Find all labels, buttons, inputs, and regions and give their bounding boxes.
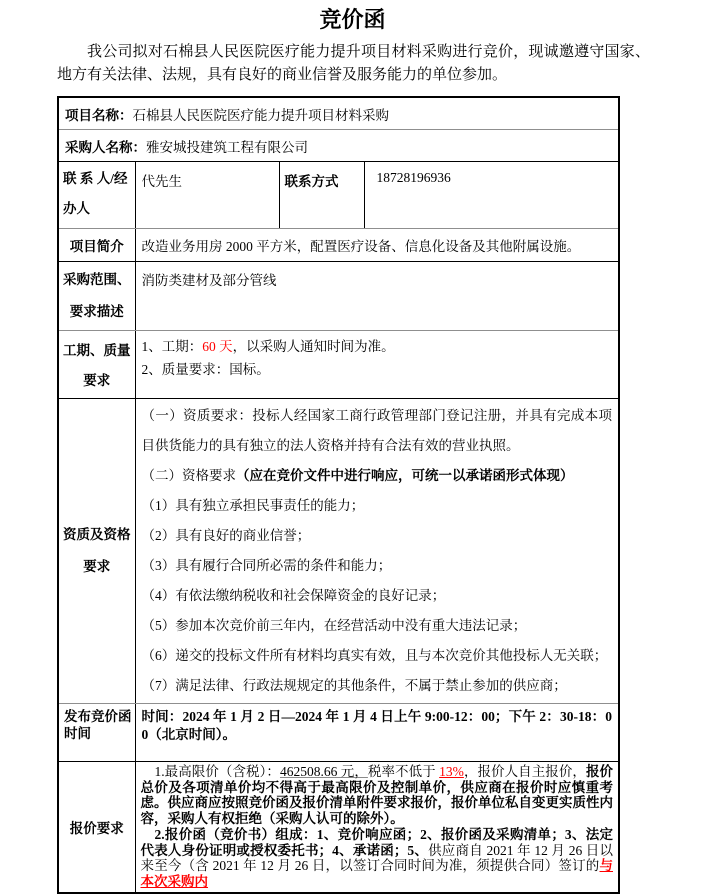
contact-phone-value: 18728196936	[364, 162, 619, 229]
duration-days-red: 60 天	[202, 339, 233, 354]
row-project-name	[58, 97, 619, 130]
qualification-item: （3）具有履行合同所必需的条件和能力；	[141, 558, 392, 573]
project-summary-label: 项目简介	[58, 229, 135, 262]
bid-info-table	[57, 96, 620, 894]
quote-requirements-value	[135, 762, 619, 893]
quote-tax-text: 税率不低于	[367, 764, 440, 779]
purchase-scope-value: 消防类建材及部分管线	[135, 262, 619, 331]
qualification-label: 资质及资格要求	[58, 399, 135, 704]
buyer-name-value: 雅安城投建筑工程有限公司	[146, 139, 308, 155]
row-project-summary	[58, 229, 619, 262]
qualification-item: （1）具有独立承担民事责任的能力；	[141, 498, 365, 513]
qualification-item: （7）满足法律、行政法规规定的其他条件，不属于禁止参加的供应商；	[141, 678, 567, 693]
quote-tax-rate-red: 13%	[439, 764, 464, 779]
duration-prefix: 1、工期：	[141, 339, 203, 354]
row-buyer-name	[58, 130, 619, 162]
qualification-p2	[142, 461, 613, 491]
buyer-name-cell	[58, 130, 619, 162]
row-schedule-quality	[58, 331, 619, 399]
duration-suffix: ，以采购人通知时间为准。	[232, 339, 395, 354]
quote-p1-bold-warning: 报价总价及各项清单价均不得高于最高限价及控制单价，供应商在报价时应慎重考虑。供应商应按照竞价函及报价清单附件要求报价，报价单位私自变更实质性内容，采购人有权拒绝（采购人认可的除外）。	[140, 764, 614, 827]
quote-max-price-underlined: 462508.66 元，	[279, 764, 368, 779]
contact-name-value: 代先生	[135, 162, 279, 229]
project-name-cell	[58, 97, 619, 130]
buyer-name-label: 采购人名称：	[65, 139, 146, 155]
qualification-value	[135, 399, 619, 704]
contact-label: 联 系 人/经办人	[58, 162, 135, 229]
qualification-item: （4）有依法缴纳税收和社会保障资金的良好记录；	[141, 588, 446, 603]
row-quote-requirements	[58, 762, 619, 893]
qualification-item: （5）参加本次竞价前三年内，在经营活动中没有重大违法记录；	[141, 618, 527, 633]
quote-p2-contract-text: 供应商自 2021 年 12 月 26 日以来至今（含 2021 年 12 月 26 日，以签订合同时间为准，须提供合同）签订的	[140, 842, 614, 874]
row-publish-time	[58, 704, 619, 762]
schedule-item-quality: 2、质量要求：国标。	[141, 362, 270, 377]
qualification-item: （6）递交的投标文件所有材料均真实有效，且与本次竞价其他投标人无关联；	[141, 648, 608, 663]
schedule-item-duration	[142, 335, 613, 358]
row-contact	[58, 162, 619, 229]
qualification-item: （2）具有良好的商业信誉；	[141, 528, 311, 543]
purchase-scope-label: 采购范围、要求描述	[58, 262, 135, 331]
quote-p2-bold-composition: 2.报价函（竞价书）组成：1、竞价响应函；2、报价函及采购清单；3、法定代表人身份证明或授权委托书；4、承诺函；5、	[140, 826, 613, 858]
page-title: 竞价函	[319, 7, 386, 32]
project-name-label: 项目名称：	[65, 107, 133, 123]
project-name-value: 石棉县人民医院医疗能力提升项目材料采购	[132, 107, 389, 123]
intro-paragraph: 我公司拟对石棉县人民医院医疗能力提升项目材料采购进行竞价，现诚邀遵守国家、地方有关法律、法规，具有良好的商业信誉及服务能力的单位参加。	[57, 44, 650, 83]
quote-requirements-label: 报价要求	[58, 762, 135, 893]
quote-p1-lead: 1.最高限价（含税）：	[154, 764, 280, 779]
qualification-p2-bold: （应在竞价文件中进行响应，可统一以承诺函形式体现）	[236, 468, 574, 483]
quote-p1	[141, 764, 614, 827]
quote-p1-mid: ，报价人自主报价，	[463, 764, 586, 779]
row-qualification	[58, 399, 619, 704]
schedule-quality-label: 工期、质量要求	[58, 331, 135, 399]
qualification-p2-normal: （二）资格要求	[141, 468, 236, 483]
project-summary-value: 改造业务用房 2000 平方米，配置医疗设备、信息化设备及其他附属设施。	[135, 229, 619, 262]
schedule-quality-value	[135, 331, 619, 399]
publish-time-label: 发布竞价函时间	[58, 704, 135, 762]
quote-p2-red-tail: 与本次采购内	[140, 858, 613, 889]
qualification-p1: （一）资质要求：投标人经国家工商行政管理部门登记注册，并具有完成本项目供货能力的具有独立的法人资格并持有合法有效的营业执照。	[141, 408, 612, 453]
publish-time-value: 时间：2024 年 1 月 2 日—2024 年 1 月 4 日上午 9:00-12：00；下午 2：30-18：00（北京时间）。	[135, 704, 619, 762]
row-purchase-scope	[58, 262, 619, 331]
bid-letter-page	[0, 5, 705, 889]
contact-method-label: 联系方式	[279, 162, 364, 229]
quote-p2	[141, 827, 614, 890]
